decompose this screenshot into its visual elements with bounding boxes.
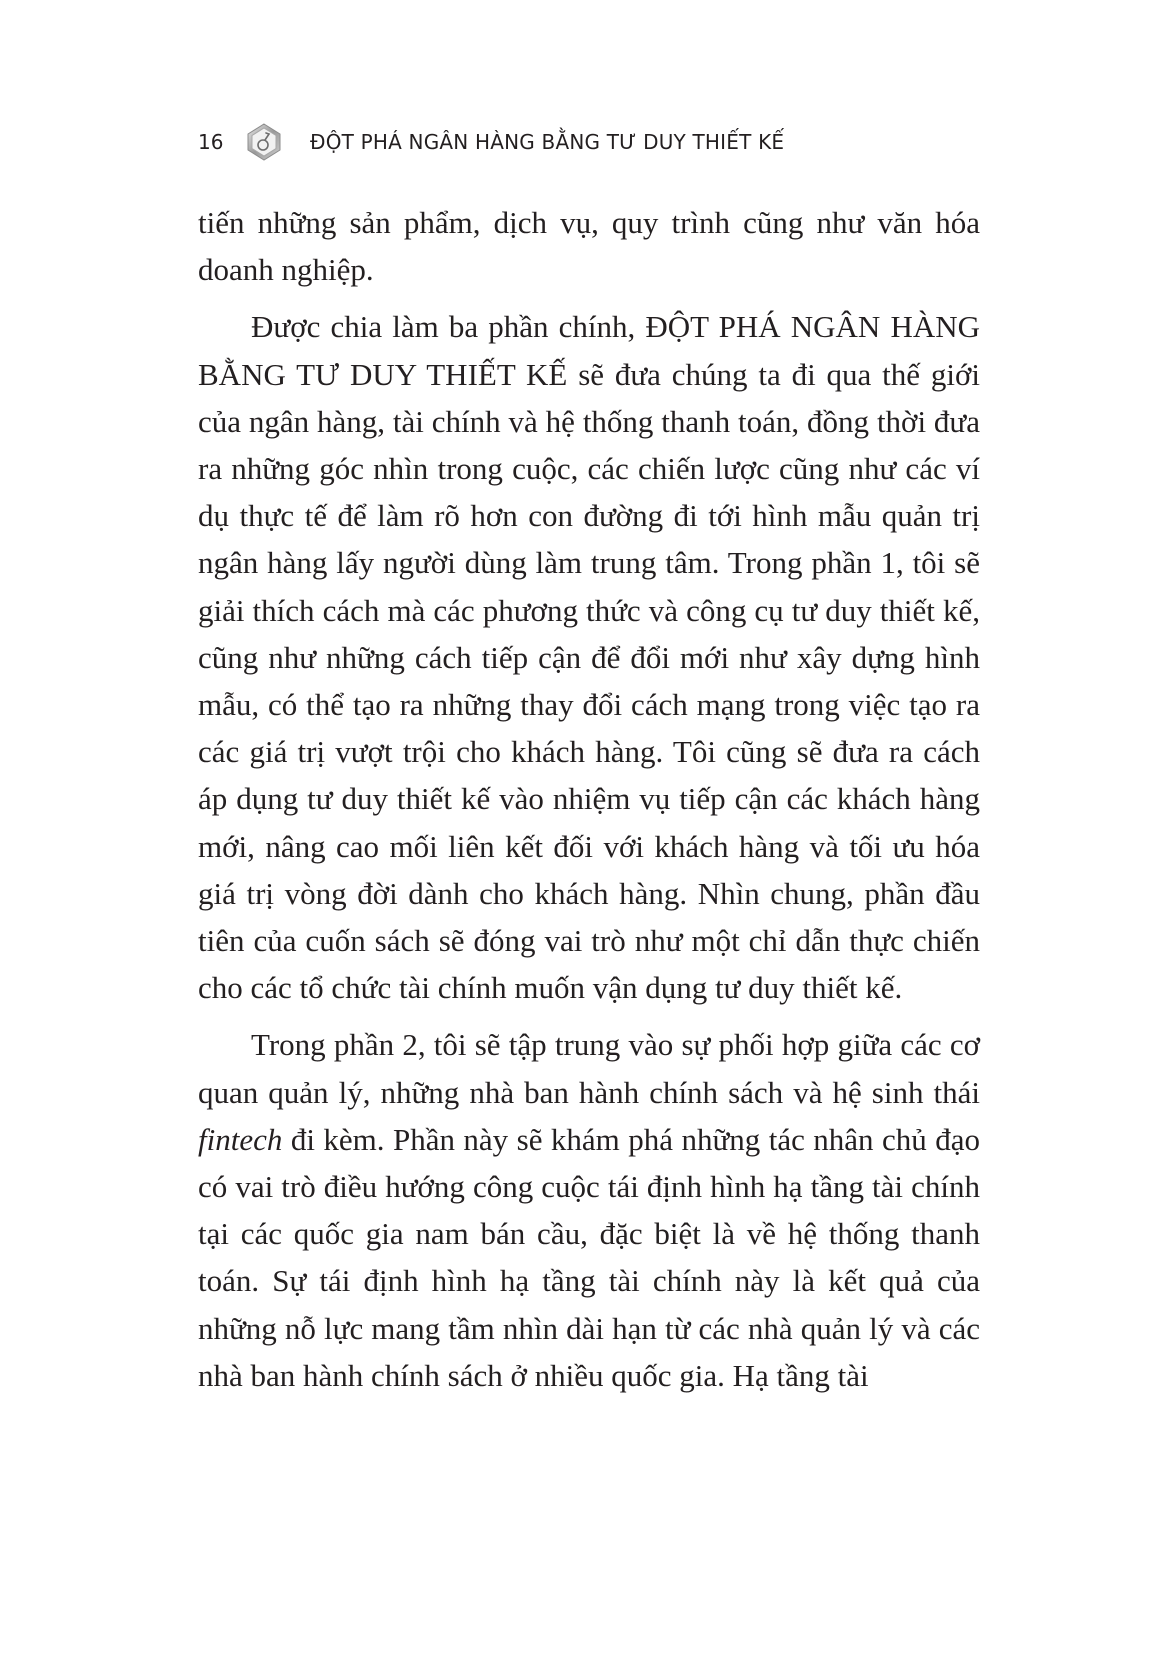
page-number: 16 — [198, 130, 224, 154]
running-title: ĐỘT PHÁ NGÂN HÀNG BẰNG TƯ DUY THIẾT KẾ — [310, 130, 785, 154]
italic-term: fintech — [198, 1121, 283, 1157]
paragraph-continued: tiến những sản phẩm, dịch vụ, quy trình cũng như văn hóa doanh nghiệp. — [198, 205, 980, 288]
paragraph-part-two — [198, 1021, 980, 1399]
ring-emblem-icon — [244, 122, 284, 162]
paragraph-part-two-text-a: Trong phần 2, tôi sẽ tập trung vào sự phối hợp giữa các cơ quan quản lý, những nhà ban hành chính sách và hệ sinh thái — [198, 1027, 980, 1110]
paragraph-part-two-text-b: đi kèm. Phần này sẽ khám phá những tác nhân chủ đạo có vai trò điều hướng công cuộc tái định hình hạ tầng tài chính tại các quốc gia nam bán cầu, đặc biệt là về hệ thống thanh toán. Sự tái định hình hạ tầng tài chính này là kết quả của những nỗ lực mang tầm nhìn dài hạn từ các nhà quản lý và các nhà ban hành chính sách ở nhiều quốc gia. Hạ tầng tài — [198, 1121, 980, 1393]
body-text — [198, 199, 980, 1399]
paragraph-parts-overview: Được chia làm ba phần chính, ĐỘT PHÁ NGÂN HÀNG BẰNG TƯ DUY THIẾT KẾ sẽ đưa chúng ta đi qua thế giới của ngân hàng, tài chính và hệ thống thanh toán, đồng thời đưa ra những góc nhìn trong cuộc, các chiến lược cũng như các ví dụ thực tế để làm rõ hơn con đường đi tới hình mẫu quản trị ngân hàng lấy người dùng làm trung tâm. Trong phần 1, tôi sẽ giải thích cách mà các phương thức và công cụ tư duy thiết kế, cũng như những cách tiếp cận để đổi mới như xây dựng hình mẫu, có thể tạo ra những thay đổi cách mạng trong việc tạo ra các giá trị vượt trội cho khách hàng. Tôi cũng sẽ đưa ra cách áp dụng tư duy thiết kế vào nhiệm vụ tiếp cận các khách hàng mới, nâng cao mối liên kết đối với khách hàng và tối ưu hóa giá trị vòng đời dành cho khách hàng. Nhìn chung, phần đầu tiên của cuốn sách sẽ đóng vai trò như một chỉ dẫn thực chiến cho các tổ chức tài chính muốn vận dụng tư duy thiết kế. — [198, 309, 980, 1006]
page-header — [198, 122, 784, 162]
